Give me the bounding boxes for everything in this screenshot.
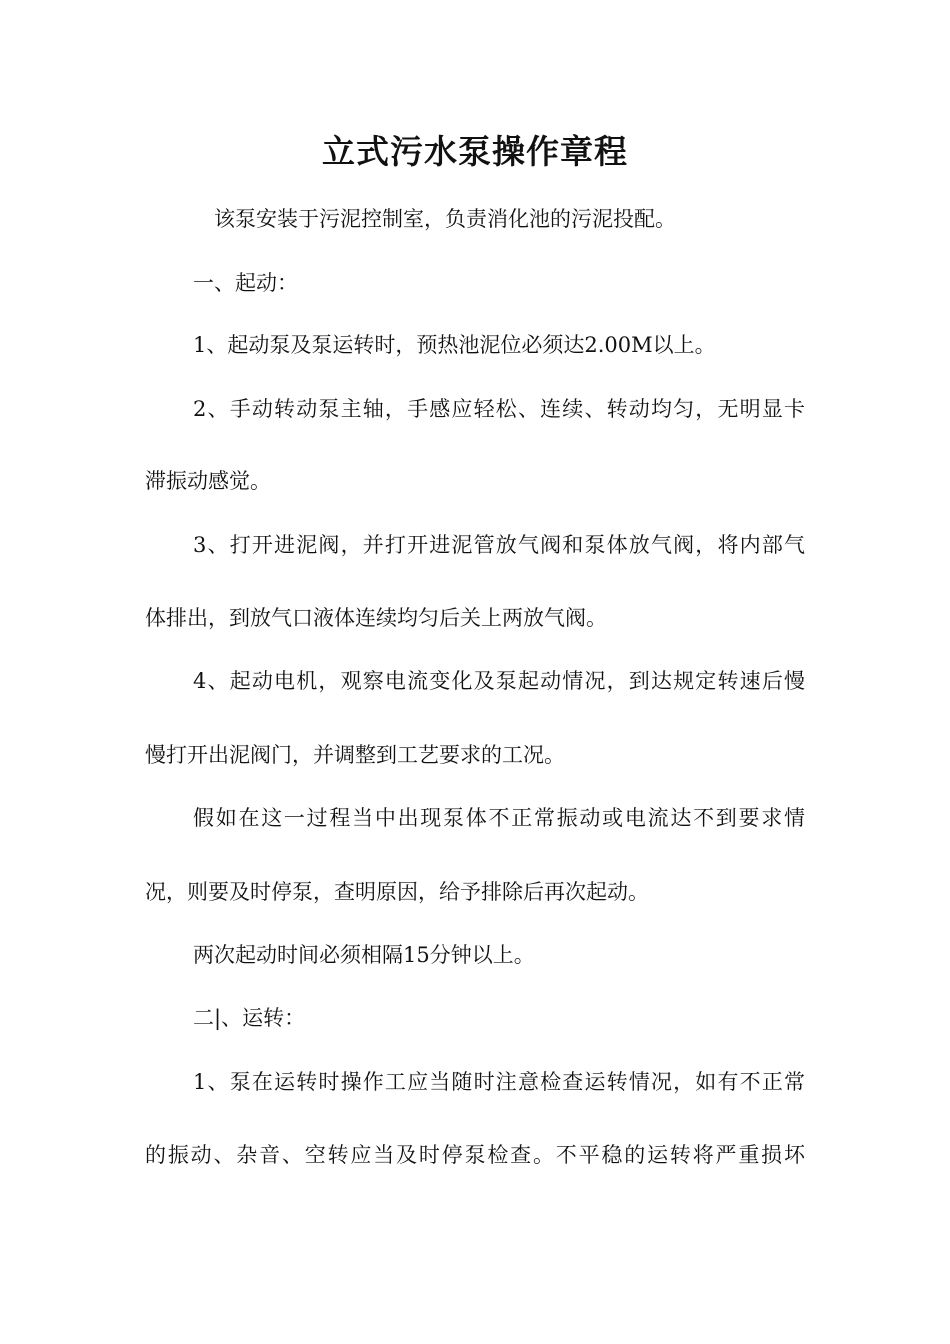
running-step-1-line-2: 的振动、杂音、空转应当及时停泵检查。不平稳的运转将严重损坏: [145, 1143, 805, 1167]
section-heading-start: 一、起动：: [193, 271, 298, 295]
step-4-line-2: 慢打开出泥阀门，并调整到工艺要求的工况。: [145, 743, 565, 767]
restart-interval-note: 两次起动时间必须相隔15分钟以上。: [193, 943, 535, 967]
note-line-1: 假如在这一过程当中出现泵体不正常振动或电流达不到要求情: [193, 806, 805, 830]
running-step-1-line-1: 1、泵在运转时操作工应当随时注意检查运转情况，如有不正常: [193, 1070, 805, 1094]
step-4-line-1: 4、起动电机，观察电流变化及泵起动情况，到达规定转速后慢: [193, 669, 805, 693]
section-heading-running: 二|、运转：: [193, 1006, 306, 1030]
step-2-line-2: 滞振动感觉。: [145, 469, 271, 493]
document-title: 立式污水泵操作章程: [322, 132, 628, 171]
step-1: 1、起动泵及泵运转时，预热池泥位必须达2.00M以上。: [193, 333, 716, 357]
step-3-line-1: 3、打开进泥阀，并打开进泥管放气阀和泵体放气阀，将内部气: [193, 533, 805, 557]
step-3-line-2: 体排出，到放气口液体连续均匀后关上两放气阀。: [145, 606, 607, 630]
intro-paragraph: 该泵安装于污泥控制室，负责消化池的污泥投配。: [214, 207, 676, 231]
note-line-2: 况，则要及时停泵，查明原因，给予排除后再次起动。: [145, 880, 649, 904]
step-2-line-1: 2、手动转动泵主轴，手感应轻松、连续、转动均匀，无明显卡: [193, 397, 805, 421]
